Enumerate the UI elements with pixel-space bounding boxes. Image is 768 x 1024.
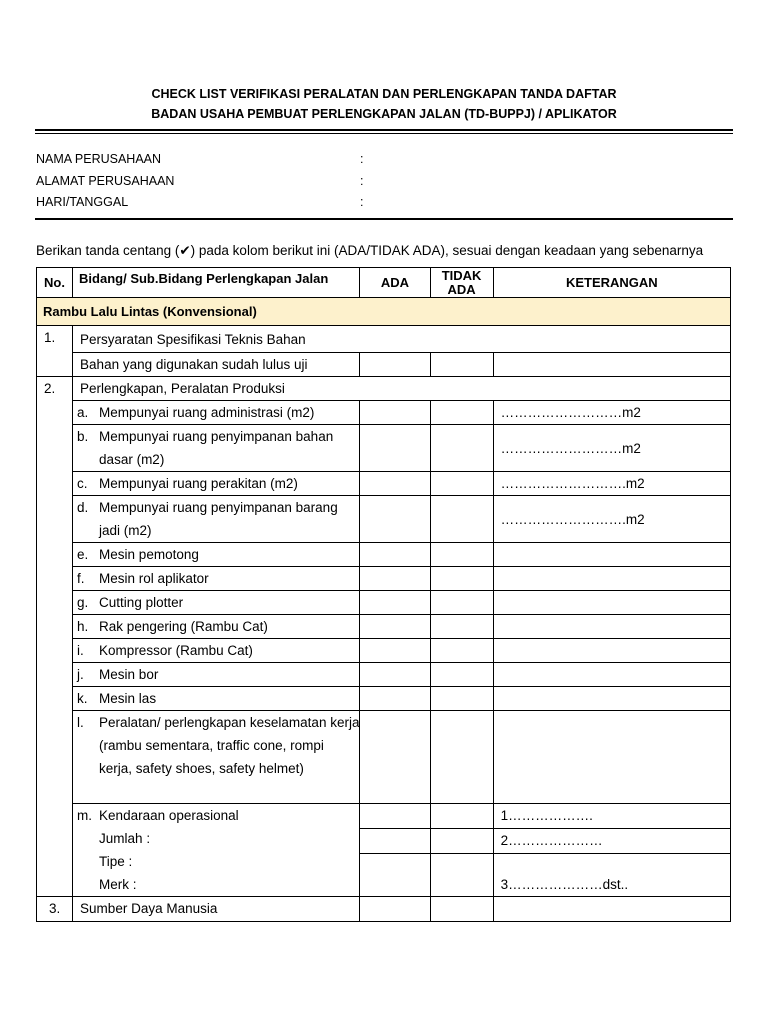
keterangan-cell[interactable]: 1……………….	[493, 804, 730, 829]
tidak-ada-cell[interactable]	[430, 401, 493, 425]
instruction-text: Berikan tanda centang (✔) pada kolom berikut ini (ADA/TIDAK ADA), sesuai dengan keadaan yang sebenarnya	[36, 243, 704, 258]
group-3-title: Sumber Daya Manusia	[73, 897, 360, 922]
header-keterangan: KETERANGAN	[493, 268, 730, 298]
item-letter: j.	[77, 667, 84, 682]
table-row	[37, 897, 731, 922]
ada-cell[interactable]	[360, 615, 430, 639]
table-row	[37, 804, 731, 829]
ada-cell[interactable]	[360, 897, 430, 922]
item-letter: m.	[77, 808, 93, 823]
item-text: Mesin bor	[99, 667, 159, 682]
tidak-ada-cell[interactable]	[430, 639, 493, 663]
table-row	[37, 639, 731, 663]
keterangan-cell[interactable]: ………………………m2	[493, 401, 730, 425]
item-letter: b.	[77, 429, 89, 444]
item-text: Mempunyai ruang perakitan (m2)	[99, 476, 298, 491]
table-row	[37, 687, 731, 711]
keterangan-cell[interactable]	[493, 663, 730, 687]
ada-cell[interactable]	[360, 543, 430, 567]
item-letter: i.	[77, 643, 84, 658]
tidak-ada-cell[interactable]	[430, 543, 493, 567]
item-text: Kompressor (Rambu Cat)	[99, 643, 253, 658]
tidak-ada-cell[interactable]	[430, 687, 493, 711]
group-1-number: 1.	[37, 326, 73, 377]
keterangan-cell[interactable]: ……………………….m2	[493, 496, 730, 543]
table-row	[37, 401, 731, 425]
table-row	[37, 425, 731, 472]
item-letter: h.	[77, 619, 89, 634]
keterangan-cell[interactable]: ……………………….m2	[493, 472, 730, 496]
header-bidang: Bidang/ Sub.Bidang Perlengkapan Jalan	[73, 268, 360, 298]
section-title: Rambu Lalu Lintas (Konvensional)	[37, 298, 731, 326]
ada-cell[interactable]	[360, 711, 430, 804]
item-letter: c.	[77, 476, 88, 491]
item-letter: k.	[77, 691, 88, 706]
tidak-ada-cell[interactable]	[430, 472, 493, 496]
ada-cell[interactable]	[360, 828, 430, 853]
item-letter: e.	[77, 547, 89, 562]
tidak-ada-cell[interactable]	[430, 804, 493, 829]
ada-cell[interactable]	[360, 687, 430, 711]
table-row	[37, 472, 731, 496]
item-letter: a.	[77, 405, 89, 420]
table-row	[37, 496, 731, 543]
table-row	[37, 567, 731, 591]
table-row	[37, 711, 731, 804]
item-letter: f.	[77, 571, 85, 586]
tidak-ada-cell[interactable]	[430, 591, 493, 615]
item-text: Mesin rol aplikator	[99, 571, 209, 586]
merk-label: Merk :	[99, 877, 137, 892]
header-tidak-ada: TIDAK ADA	[430, 268, 493, 298]
table-row	[37, 543, 731, 567]
table-row	[37, 353, 731, 377]
item-letter: l.	[77, 715, 84, 730]
tipe-label: Tipe :	[99, 854, 133, 869]
group-1-title: Persyaratan Spesifikasi Teknis Bahan	[73, 326, 731, 353]
table-row	[37, 615, 731, 639]
keterangan-cell[interactable]	[493, 615, 730, 639]
tidak-ada-cell[interactable]	[430, 353, 493, 377]
title-rule-top	[35, 129, 733, 131]
alamat-perusahaan-colon: :	[360, 174, 364, 188]
hari-tanggal-label: HARI/TANGGAL	[36, 195, 129, 209]
item-text: Mempunyai ruang penyimpanan barang jadi (m2)	[99, 500, 338, 538]
ada-cell[interactable]	[360, 472, 430, 496]
table-row	[37, 377, 731, 401]
tidak-ada-cell[interactable]	[430, 711, 493, 804]
ada-cell[interactable]	[360, 591, 430, 615]
table-row	[37, 326, 731, 353]
keterangan-cell[interactable]	[493, 687, 730, 711]
section-row	[37, 298, 731, 326]
item-letter: d.	[77, 500, 89, 515]
group-1-row-text: Bahan yang digunakan sudah lulus uji	[73, 353, 360, 377]
keterangan-cell[interactable]	[493, 353, 730, 377]
keterangan-cell[interactable]	[493, 711, 730, 804]
keterangan-cell[interactable]: 2…………………	[493, 828, 730, 853]
item-text: Mempunyai ruang administrasi (m2)	[99, 405, 315, 420]
group-2-number: 2.	[37, 377, 73, 897]
tidak-ada-cell[interactable]	[430, 663, 493, 687]
title-rule-bottom	[35, 133, 733, 134]
header-no: No.	[37, 268, 73, 298]
ada-cell[interactable]	[360, 401, 430, 425]
tidak-ada-cell[interactable]	[430, 897, 493, 922]
table-header-row	[37, 268, 731, 298]
ada-cell[interactable]	[360, 853, 430, 896]
tidak-ada-cell[interactable]	[430, 853, 493, 896]
keterangan-cell[interactable]	[493, 567, 730, 591]
item-text: Mesin pemotong	[99, 547, 199, 562]
document-title-line1: CHECK LIST VERIFIKASI PERALATAN DAN PERLENGKAPAN TANDA DAFTAR	[151, 87, 617, 101]
info-rule	[35, 218, 733, 220]
ada-cell[interactable]	[360, 353, 430, 377]
hari-tanggal-colon: :	[360, 195, 364, 209]
group-3-number: 3.	[37, 897, 73, 922]
nama-perusahaan-colon: :	[360, 152, 364, 166]
table-row	[37, 663, 731, 687]
table-row	[37, 591, 731, 615]
item-text: Mempunyai ruang penyimpanan bahan dasar (m2)	[99, 429, 334, 467]
item-text: Mesin las	[99, 691, 157, 706]
checklist-table	[36, 267, 731, 922]
keterangan-cell[interactable]	[493, 639, 730, 663]
item-text: Kendaraan operasional	[99, 808, 239, 823]
ada-cell[interactable]	[360, 496, 430, 543]
tidak-ada-cell[interactable]	[430, 567, 493, 591]
header-ada: ADA	[360, 268, 430, 298]
alamat-perusahaan-label: ALAMAT PERUSAHAAN	[36, 174, 175, 188]
ada-cell[interactable]	[360, 804, 430, 829]
tidak-ada-cell[interactable]	[430, 615, 493, 639]
tidak-ada-cell[interactable]	[430, 828, 493, 853]
keterangan-cell[interactable]	[493, 897, 730, 922]
jumlah-label: Jumlah :	[99, 831, 151, 846]
item-text: Rak pengering (Rambu Cat)	[99, 619, 268, 634]
ada-cell[interactable]	[360, 567, 430, 591]
keterangan-cell[interactable]: ………………………m2	[493, 425, 730, 472]
keterangan-cell[interactable]	[493, 543, 730, 567]
document-title-line2: BADAN USAHA PEMBUAT PERLENGKAPAN JALAN (TD-BUPPJ) / APLIKATOR	[151, 107, 617, 121]
keterangan-cell[interactable]	[493, 591, 730, 615]
ada-cell[interactable]	[360, 425, 430, 472]
nama-perusahaan-label: NAMA PERUSAHAAN	[36, 152, 162, 166]
ada-cell[interactable]	[360, 639, 430, 663]
item-letter: g.	[77, 595, 89, 610]
group-2-title: Perlengkapan, Peralatan Produksi	[73, 377, 731, 401]
keterangan-cell[interactable]: 3…………………dst..	[493, 853, 730, 896]
item-text: Cutting plotter	[99, 595, 184, 610]
ada-cell[interactable]	[360, 663, 430, 687]
tidak-ada-cell[interactable]	[430, 496, 493, 543]
item-text: Peralatan/ perlengkapan keselamatan kerja (rambu sementara, traffic cone, rompi kerja, safety shoes, safety helmet)	[99, 715, 360, 776]
tidak-ada-cell[interactable]	[430, 425, 493, 472]
